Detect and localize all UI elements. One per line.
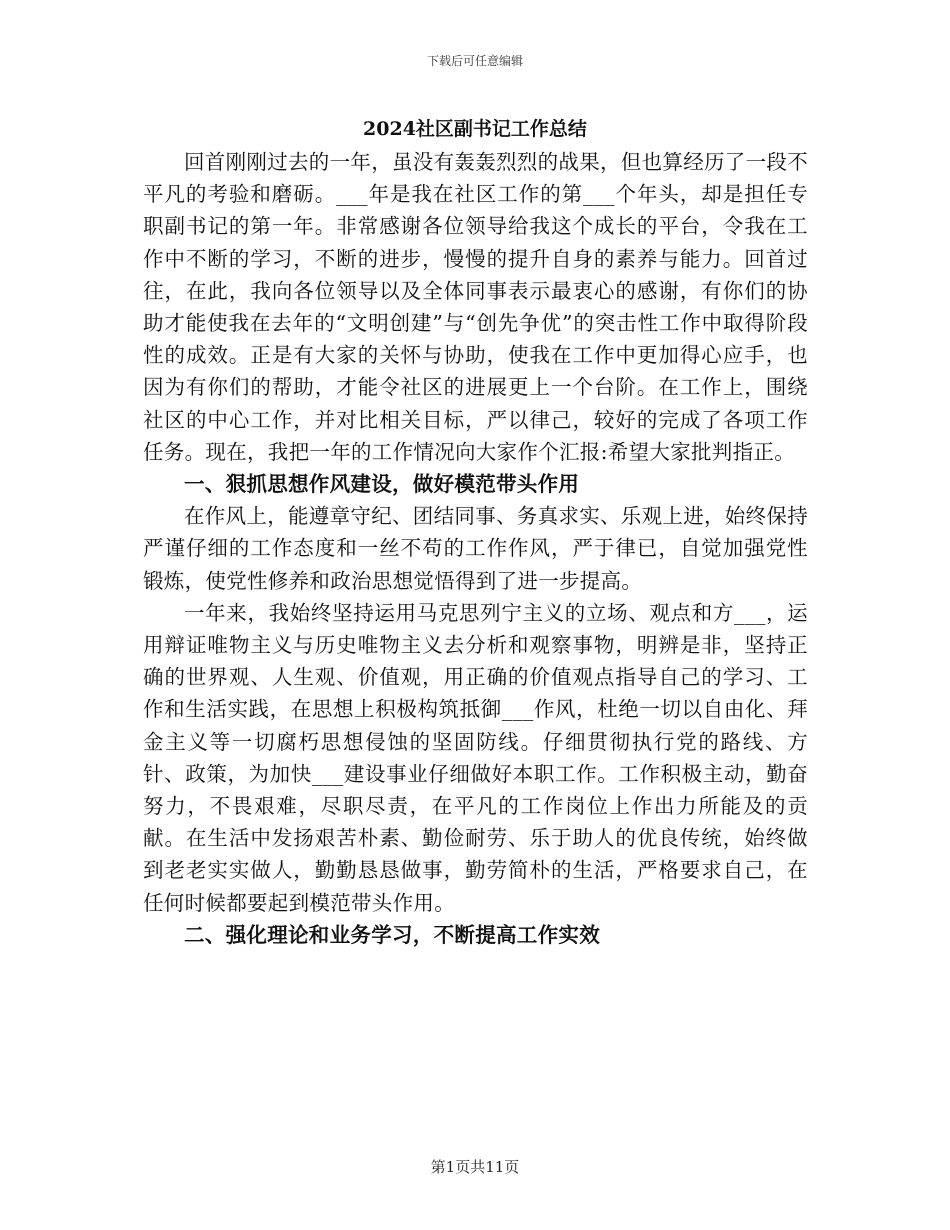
header-note: 下载后可任意编辑 (426, 54, 523, 68)
document-body (143, 146, 808, 951)
intro-paragraph: 回首刚刚过去的一年，虽没有轰轰烈烈的战果，但也算经历了一段不平凡的考验和磨砺。___年是我在社区工作的第___个年头，却是担任专职副书记的第一年。非常感谢各位领导给我这个成长的平台，令我在工作中不断的学习，不断的进步，慢慢的提升自身的素养与能力。回首过往，在此，我向各位领导以及全体同事表示最衷心的感谢，有你们的协助才能使我在去年的“文明创建”与“创先争优”的突击性工作中取得阶段性的成效。正是有大家的关怀与协助，使我在工作中更加得心应手，也因为有你们的帮助，才能令社区的进展更上一个台阶。在工作上，围绕社区的中心工作，并对比相关目标，严以律己，较好的完成了各项工作任务。现在，我把一年的工作情况向大家作个汇报:希望大家批判指正。 (143, 150, 808, 464)
section-heading-1: 一、狠抓思想作风建设，做好模范带头作用 (184, 472, 580, 497)
document-title: 2024社区副书记工作总结 (363, 118, 587, 140)
section-1-paragraph-1: 在作风上，能遵章守纪、团结同事、务真求实、乐观上进，始终保持严谨仔细的工作态度和一丝不苟的工作作风，严于律已，自觉加强党性锻炼，使党性修养和政治思想觉悟得到了进一步提高。 (143, 504, 808, 593)
page-number-footer: 第1页共11页 (430, 1158, 520, 1176)
section-heading-2: 二、强化理论和业务学习，不断提高工作实效 (184, 922, 600, 947)
section-1-paragraph-2: 一年来，我始终坚持运用马克思列宁主义的立场、观点和方___，运用辩证唯物主义与历史唯物主义去分析和观察事物，明辨是非，坚持正确的世界观、人生观、价值观，用正确的价值观点指导自己的学习、工作和生活实践，在思想上积极构筑抵御___作风，杜绝一切以自由化、拜金主义等一切腐朽思想侵蚀的坚固防线。仔细贯彻执行党的路线、方针、政策，为加快___建设事业仔细做好本职工作。工作积极主动，勤奋努力，不畏艰难，尽职尽责，在平凡的工作岗位上作出力所能及的贡献。在生活中发扬艰苦朴素、勤俭耐劳、乐于助人的优良传统，始终做到老老实实做人，勤勤恳恳做事，勤劳简朴的生活，严格要求自己，在任何时候都要起到模范带头作用。 (143, 600, 808, 915)
